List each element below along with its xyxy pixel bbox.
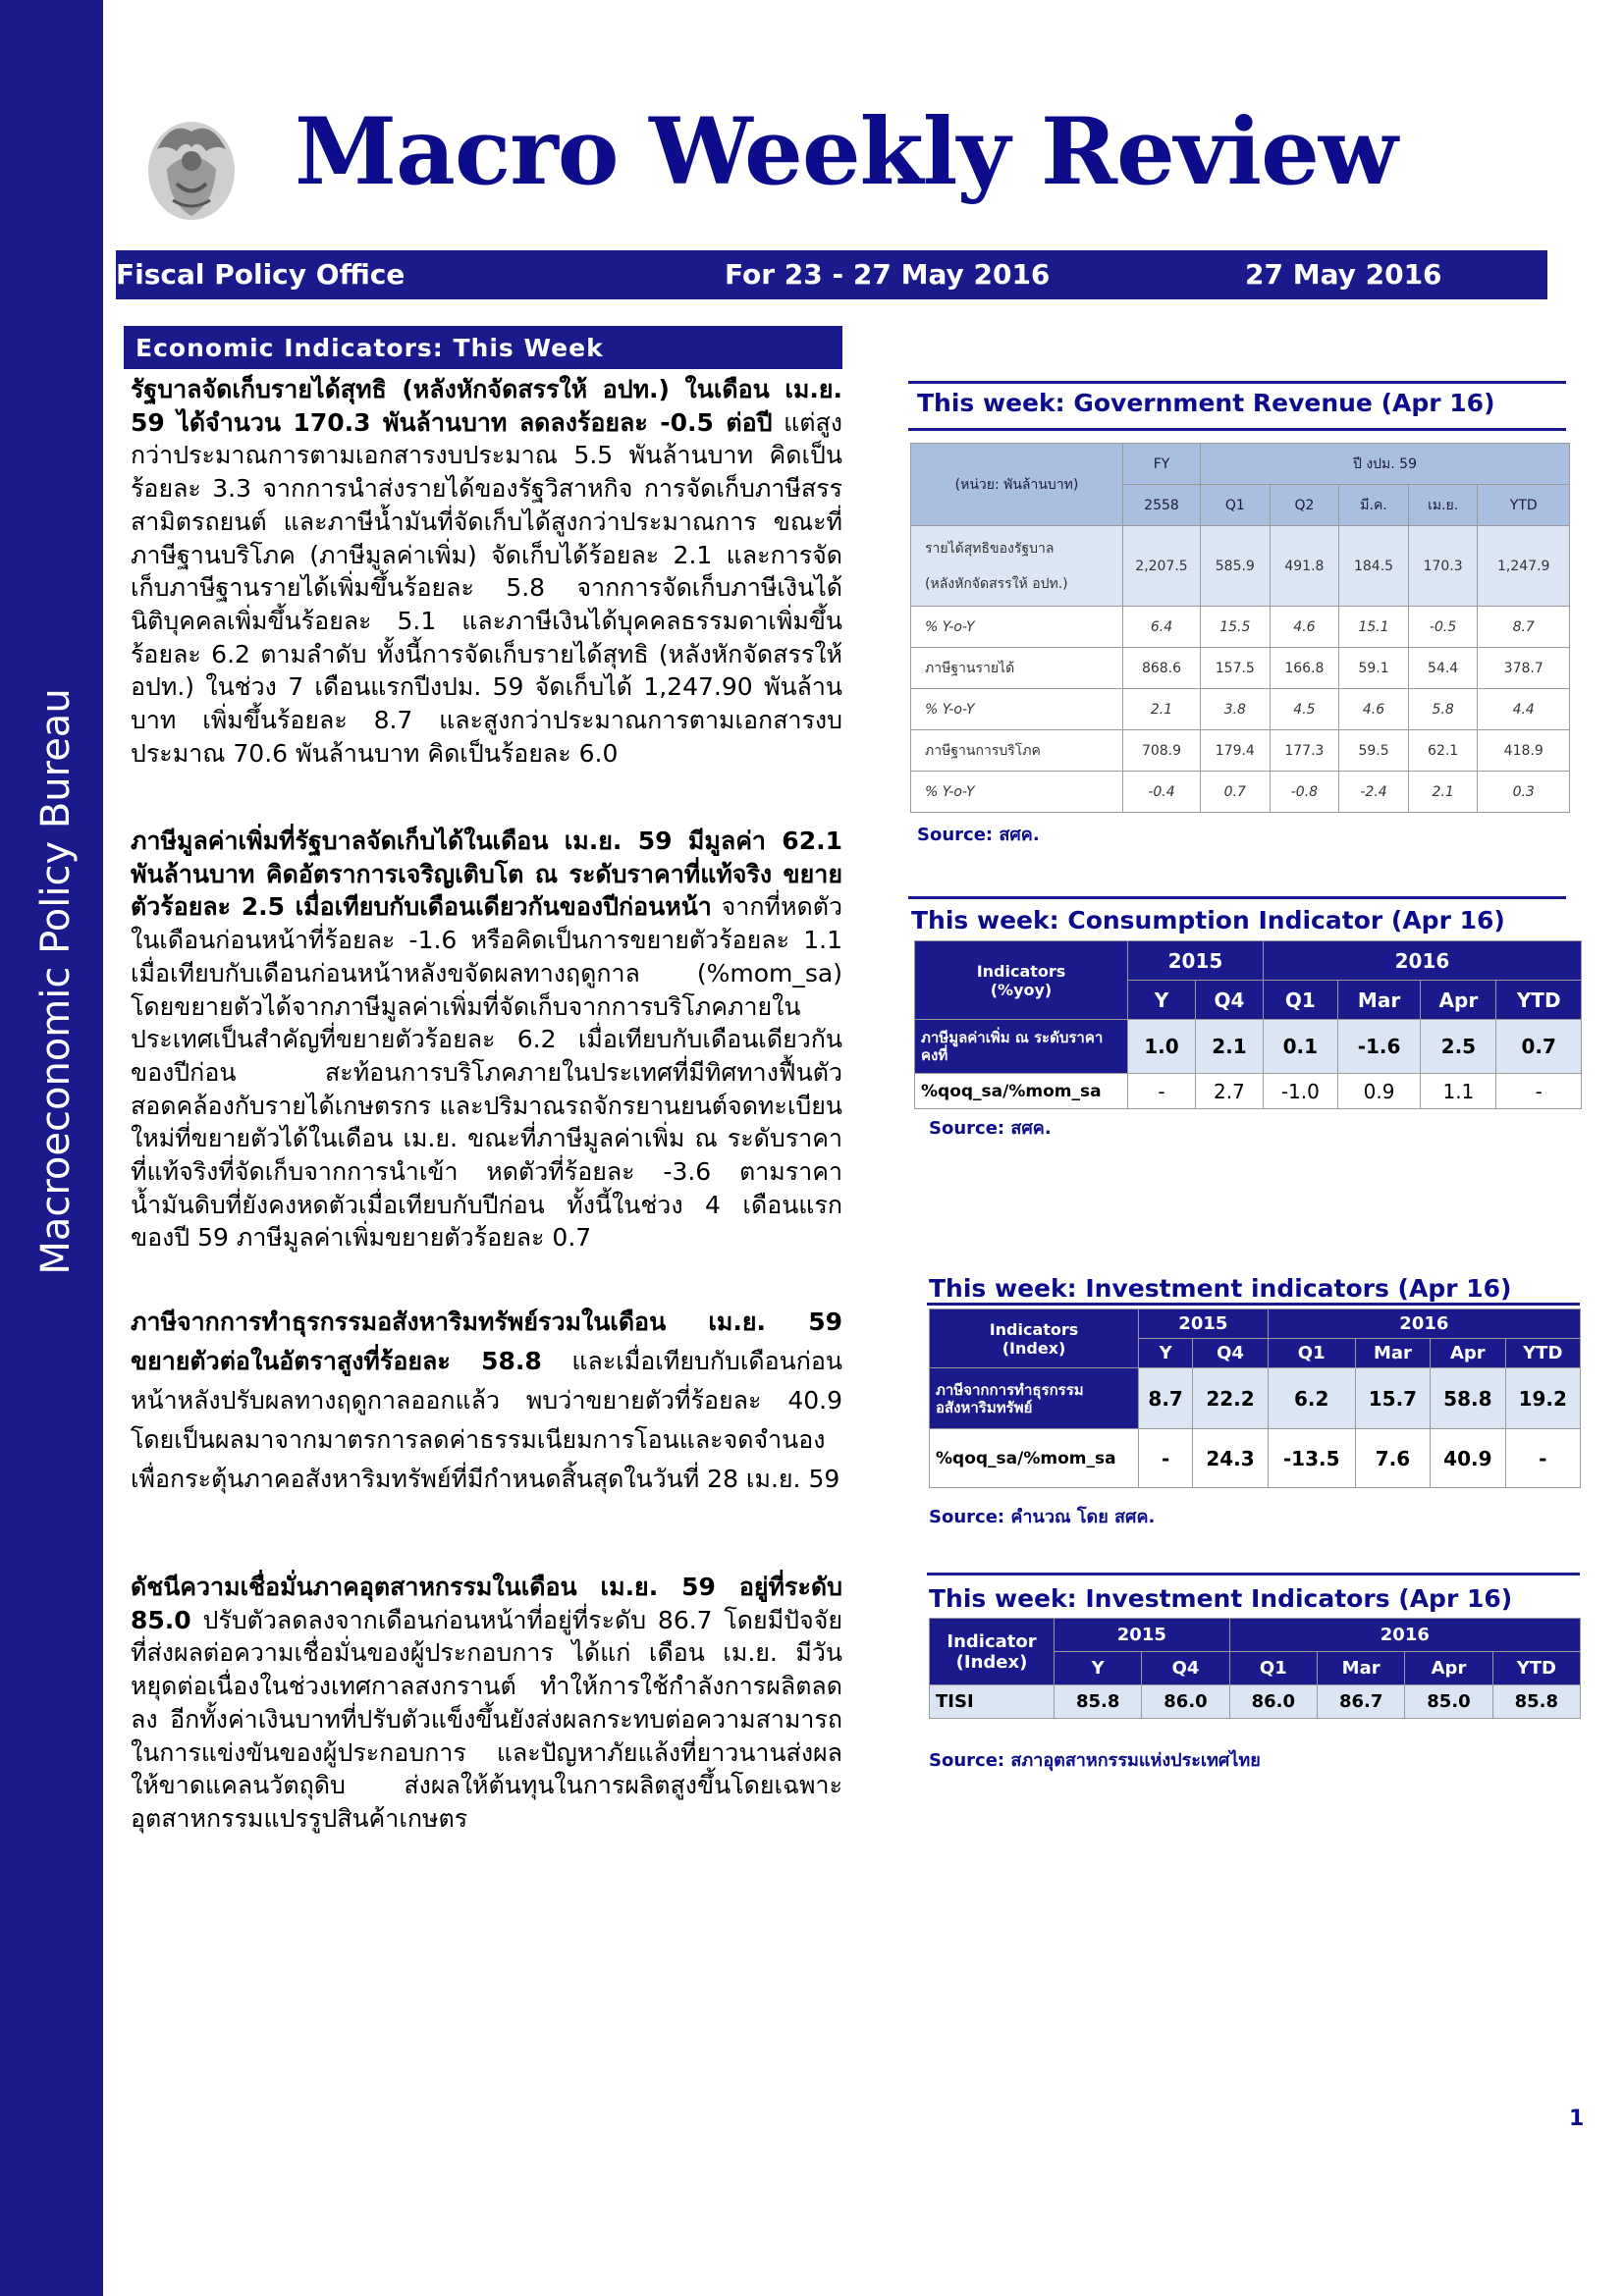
page-title: Macro Weekly Review	[295, 98, 1397, 206]
col-header: Mar	[1317, 1652, 1404, 1685]
table-row	[930, 1685, 1581, 1719]
col-header: YTD	[1492, 1652, 1580, 1685]
table-cell: 170.3	[1408, 526, 1478, 607]
table-cell: 2.7	[1195, 1074, 1263, 1109]
col-header: เม.ย.	[1408, 485, 1478, 526]
col-header: Y	[1139, 1339, 1193, 1368]
table-cell: 1.1	[1421, 1074, 1496, 1109]
table-cell: 22.2	[1193, 1368, 1268, 1429]
col-header: Y	[1128, 981, 1196, 1020]
table-cell: 86.0	[1142, 1685, 1229, 1719]
table-cell: -	[1505, 1429, 1580, 1488]
title-prefix: This week:	[929, 1274, 1077, 1303]
divider	[927, 1573, 1580, 1575]
budget-year-cell: ปี งปม. 59	[1201, 444, 1570, 485]
col-header: Q1	[1263, 981, 1337, 1020]
table-row	[911, 526, 1570, 607]
col-header: Q2	[1270, 485, 1339, 526]
table-cell: 0.9	[1337, 1074, 1421, 1109]
table-cell: 62.1	[1408, 730, 1478, 772]
table-cell: 59.5	[1339, 730, 1409, 772]
table-row	[911, 730, 1570, 772]
paragraph-lead: ดัชนีความเชื่อมั่นภาคอุตสาหกรรมในเดือน เม.ย. 59 อยู่ที่ระดับ 85.0	[131, 1573, 842, 1634]
table-cell: 157.5	[1201, 648, 1271, 689]
fy-year-cell: 2558	[1123, 485, 1201, 526]
consumption-source: Source: สศค.	[929, 1118, 1052, 1139]
paragraph-lead: ภาษีมูลค่าเพิ่มที่รัฐบาลจัดเก็บได้ในเดือน เม.ย. 59 มีมูลค่า 62.1 พันล้านบาท คิดอัตราการเจริญเติบโต ณ ระดับราคาที่แท้จริง ขยายตัวร้อยละ 2.5 เมื่อเทียบกับเดือนเดียวกันของปีก่อนหน้า	[131, 827, 842, 922]
table-cell: -	[1496, 1074, 1582, 1109]
col-header: YTD	[1478, 485, 1570, 526]
year-header: 2015	[1139, 1309, 1269, 1339]
table-cell: 2.1	[1408, 772, 1478, 813]
table-cell: 5.8	[1408, 689, 1478, 730]
paragraph-body: แต่สูงกว่าประมาณการตามเอกสารงบประมาณ 5.5 พันล้านบาท คิดเป็นร้อยละ 3.3 จากการนำส่งรายได้ของรัฐวิสาหกิจ การจัดเก็บภาษีสรรสามิตรถยนต์ และภาษีน้ำมันที่จัดเก็บได้สูงกว่าประมาณการ ขณะที่ภาษีฐานบริโภค (ภาษีมูลค่าเพิ่ม) จัดเก็บได้ร้อยละ 2.1 และการจัดเก็บภาษีฐานรายได้เพิ่มขึ้นร้อยละ 5.8 จากการจัดเก็บภาษีเงินได้นิติบุคคลเพิ่มขึ้นร้อยละ 5.1 และภาษีเงินได้บุคคลธรรมดาเพิ่มขึ้นร้อยละ 6.2 ตามลำดับ ทั้งนี้การจัดเก็บรายได้สุทธิ (หลังหักจัดสรรให้ อปท.) ในช่วง 7 เดือนแรกปีงปม. 59 จัดเก็บได้ 1,247.90 พันล้านบาท เพิ่มขึ้นร้อยละ 8.7 และสูงกว่าประมาณการตามเอกสารงบประมาณ 70.6 พันล้านบาท คิดเป็นร้อยละ 6.0	[131, 407, 842, 768]
paragraph-vat	[131, 825, 842, 1255]
table-cell: 40.9	[1431, 1429, 1505, 1488]
row-label: TISI	[930, 1685, 1055, 1719]
table-cell: 15.5	[1201, 607, 1271, 648]
col-header: มี.ค.	[1339, 485, 1409, 526]
table-cell: 0.7	[1201, 772, 1271, 813]
tisi-title	[929, 1584, 1512, 1613]
table-cell: -2.4	[1339, 772, 1409, 813]
table-row	[911, 772, 1570, 813]
table-cell: 4.6	[1339, 689, 1409, 730]
table-cell: 177.3	[1270, 730, 1339, 772]
row-label: ภาษีจากการทำธุรกรรมอสังหาริมทรัพย์	[930, 1368, 1139, 1429]
table-cell: 4.5	[1270, 689, 1339, 730]
table-cell: 378.7	[1478, 648, 1570, 689]
table-cell: 85.0	[1405, 1685, 1492, 1719]
table-cell: 184.5	[1339, 526, 1409, 607]
col-header: Mar	[1337, 981, 1421, 1020]
col-header: Q1	[1268, 1339, 1355, 1368]
investment-title	[929, 1274, 1511, 1303]
table-cell: -1.6	[1337, 1020, 1421, 1074]
table-cell: 418.9	[1478, 730, 1570, 772]
table-row	[911, 607, 1570, 648]
col-header: Q4	[1142, 1652, 1229, 1685]
year-header: 2015	[1128, 941, 1264, 981]
table-cell: 2.1	[1195, 1020, 1263, 1074]
table-cell: 0.7	[1496, 1020, 1582, 1074]
paragraph-body: จากที่หดตัวในเดือนก่อนหน้าที่ร้อยละ -1.6 หรือคิดเป็นการขยายตัวร้อยละ 1.1 เมื่อเทียบกับเดือนก่อนหน้าหลังขจัดผลทางฤดูกาล (%mom_sa) โดยขยายตัวได้จากภาษีมูลค่าเพิ่มที่จัดเก็บจากการบริโภคภายในประเทศเป็นสำคัญที่ขยายตัวร้อยละ 6.2 เมื่อเทียบกับเดือนเดียวกันของปีก่อน สะท้อนการบริโภคภายในประเทศที่มีทิศทางฟื้นตัว สอดคล้องกับรายได้เกษตรกร และปริมาณรถจักรยานยนต์จดทะเบียนใหม่ที่ขยายตัวได้ในเดือน เม.ย. ขณะที่ภาษีมูลค่าเพิ่ม ณ ระดับราคาที่แท้จริงที่จัดเก็บจากการนำเข้า หดตัวที่ร้อยละ -3.6 ตามราคาน้ำมันดิบที่ยังคงหดตัวเมื่อเทียบกับปีก่อน ทั้งนี้ในช่วง 4 เดือนแรกของปี 59 ภาษีมูลค่าเพิ่มขยายตัวร้อยละ 0.7	[131, 892, 842, 1253]
investment-table	[929, 1308, 1581, 1488]
table-cell: 585.9	[1201, 526, 1271, 607]
table-cell: 8.7	[1478, 607, 1570, 648]
tisi-table	[929, 1618, 1581, 1719]
table-cell: 2,207.5	[1123, 526, 1201, 607]
row-label: ภาษีฐานรายได้	[911, 648, 1123, 689]
paragraph-lead: รัฐบาลจัดเก็บรายได้สุทธิ (หลังหักจัดสรรให้ อปท.) ในเดือน เม.ย. 59 ได้จำนวน 170.3 พันล้านบาท ลดลงร้อยละ -0.5 ต่อปี	[131, 375, 842, 437]
table-cell: 86.7	[1317, 1685, 1404, 1719]
year-header: 2016	[1263, 941, 1581, 981]
fy-cell: FY	[1123, 444, 1201, 485]
col-header: Q4	[1193, 1339, 1268, 1368]
section-header	[124, 326, 842, 369]
title-prefix: This week:	[911, 906, 1059, 934]
col-header: Mar	[1355, 1339, 1430, 1368]
tisi-source: Source: สภาอุตสาหกรรมแห่งประเทศไทย	[929, 1750, 1261, 1771]
table-cell: 0.1	[1263, 1020, 1337, 1074]
indicator-header: Indicators (Index)	[930, 1309, 1139, 1368]
table-cell: 19.2	[1505, 1368, 1580, 1429]
office-name: Fiscal Policy Office	[116, 258, 406, 291]
table-row	[915, 1074, 1582, 1109]
table-cell: 2.5	[1421, 1020, 1496, 1074]
investment-source: Source: คำนวณ โดย สศค.	[929, 1507, 1156, 1527]
page-number: 1	[1569, 2107, 1585, 2131]
title-text: Government Revenue (Apr 16)	[1064, 389, 1495, 417]
consumption-title	[911, 906, 1505, 934]
col-header: Apr	[1405, 1652, 1492, 1685]
year-header: 2016	[1229, 1619, 1580, 1652]
table-row	[911, 648, 1570, 689]
header-bar	[116, 250, 1547, 299]
table-cell: -0.5	[1408, 607, 1478, 648]
title-text: (Apr 16)	[1389, 1584, 1513, 1613]
report-date: 27 May 2016	[1245, 258, 1442, 291]
table-cell: -13.5	[1268, 1429, 1355, 1488]
table-cell: -1.0	[1263, 1074, 1337, 1109]
divider	[908, 428, 1566, 431]
divider	[927, 1303, 1580, 1306]
title-prefix: This week:	[917, 389, 1065, 417]
col-header: Q4	[1195, 981, 1263, 1020]
table-cell: 6.2	[1268, 1368, 1355, 1429]
year-header: 2016	[1268, 1309, 1580, 1339]
paragraph-property	[131, 1303, 842, 1499]
sidebar	[0, 0, 103, 2296]
divider	[908, 381, 1566, 384]
report-period: For 23 - 27 May 2016	[725, 258, 1051, 291]
col-header: YTD	[1496, 981, 1582, 1020]
table-cell: 59.1	[1339, 648, 1409, 689]
table-cell: 85.8	[1492, 1685, 1580, 1719]
table-cell: 15.7	[1355, 1368, 1430, 1429]
row-label: ภาษีมูลค่าเพิ่ม ณ ระดับราคาคงที่	[915, 1020, 1128, 1074]
divider	[908, 896, 1566, 899]
table-cell: 58.8	[1431, 1368, 1505, 1429]
table-cell: 3.8	[1201, 689, 1271, 730]
table-cell: -0.4	[1123, 772, 1201, 813]
table-cell: 166.8	[1270, 648, 1339, 689]
table-cell: 8.7	[1139, 1368, 1193, 1429]
title-prefix: This week: Investment Indicators	[929, 1584, 1390, 1613]
row-label: รายได้สุทธิของรัฐบาล (หลังหักจัดสรรให้ อปท.)	[911, 526, 1123, 607]
section-title: Economic Indicators: This Week	[135, 334, 604, 362]
table-row	[930, 1368, 1581, 1429]
table-cell: 15.1	[1339, 607, 1409, 648]
paragraph-lead: ภาษีจากการทำธุรกรรมอสังหาริมทรัพย์รวมในเดือน เม.ย. 59 ขยายตัวต่อในอัตราสูงที่ร้อยละ 58.8	[131, 1308, 842, 1375]
paragraph-body: และเมื่อเทียบกับเดือนก่อนหน้าหลังปรับผลทางฤดูกาลออกแล้ว พบว่าขยายตัวที่ร้อยละ 40.9 โดยเป็นผลมาจากมาตรการลดค่าธรรมเนียมการโอนและจดจำนองเพื่อกระตุ้นภาคอสังหาริมทรัพย์ที่มีกำหนดสิ้นสุดในวันที่ 28 เม.ย. 59	[131, 1347, 842, 1493]
year-header: 2015	[1055, 1619, 1230, 1652]
col-header: Apr	[1431, 1339, 1505, 1368]
sidebar-label: Macroeconomic Policy Bureau	[33, 688, 79, 1275]
table-cell: 179.4	[1201, 730, 1271, 772]
table-cell: 491.8	[1270, 526, 1339, 607]
table-cell: 85.8	[1055, 1685, 1142, 1719]
table-cell: 868.6	[1123, 648, 1201, 689]
table-cell: 6.4	[1123, 607, 1201, 648]
table-cell: 1,247.9	[1478, 526, 1570, 607]
table-cell: 1.0	[1128, 1020, 1196, 1074]
paragraph-body: ปรับตัวลดลงจากเดือนก่อนหน้าที่อยู่ที่ระดับ 86.7 โดยมีปัจจัยที่ส่งผลต่อความเชื่อมั่นของผู้ประกอบการ ได้แก่ เดือน เม.ย. มีวันหยุดต่อเนื่องในช่วงเทศกาลสงกรานต์ ทำให้การใช้กำลังการผลิตลดลง อีกทั้งค่าเงินบาทที่ปรับตัวแข็งขึ้นยังส่งผลกระทบต่อความสามารถในการแข่งขันของผู้ประกอบการ และปัญหาภัยแล้งที่ยาวนานส่งผลให้ขาดแคลนวัตถุดิบ ส่งผลให้ต้นทุนในการผลิตสูงขึ้นโดยเฉพาะอุตสาหกรรมแปรรูปสินค้าเกษตร	[131, 1605, 842, 1833]
consumption-table	[914, 940, 1582, 1109]
table-cell: -	[1128, 1074, 1196, 1109]
title-text: Consumption Indicator (Apr 16)	[1058, 906, 1505, 934]
table-cell: 86.0	[1229, 1685, 1317, 1719]
row-label: ภาษีฐานการบริโภค	[911, 730, 1123, 772]
table-cell: 2.1	[1123, 689, 1201, 730]
row-label: %qoq_sa/%mom_sa	[915, 1074, 1128, 1109]
table-row	[911, 689, 1570, 730]
row-label: % Y-o-Y	[911, 689, 1123, 730]
table-cell: 54.4	[1408, 648, 1478, 689]
unit-cell: (หน่วย: พันล้านบาท)	[911, 444, 1123, 526]
garuda-logo-icon	[137, 110, 245, 226]
col-header: Y	[1055, 1652, 1142, 1685]
indicator-header: Indicators (%yoy)	[915, 941, 1128, 1020]
col-header: Apr	[1421, 981, 1496, 1020]
col-header: Q1	[1229, 1652, 1317, 1685]
revenue-title	[917, 389, 1495, 417]
col-header: YTD	[1505, 1339, 1580, 1368]
table-cell: -0.8	[1270, 772, 1339, 813]
table-cell: 4.6	[1270, 607, 1339, 648]
table-cell: -	[1139, 1429, 1193, 1488]
paragraph-revenue	[131, 373, 842, 770]
row-label: % Y-o-Y	[911, 607, 1123, 648]
revenue-table	[910, 443, 1570, 813]
table-row	[930, 1429, 1581, 1488]
table-cell: 24.3	[1193, 1429, 1268, 1488]
table-cell: 708.9	[1123, 730, 1201, 772]
indicator-header: Indicator (Index)	[930, 1619, 1055, 1685]
row-label: % Y-o-Y	[911, 772, 1123, 813]
paragraph-tisi	[131, 1571, 842, 1836]
table-cell: 7.6	[1355, 1429, 1430, 1488]
revenue-source: Source: สศค.	[917, 825, 1040, 845]
table-cell: 0.3	[1478, 772, 1570, 813]
col-header: Q1	[1201, 485, 1271, 526]
table-row	[915, 1020, 1582, 1074]
table-cell: 4.4	[1478, 689, 1570, 730]
row-label: %qoq_sa/%mom_sa	[930, 1429, 1139, 1488]
title-text: Investment indicators (Apr 16)	[1076, 1274, 1512, 1303]
